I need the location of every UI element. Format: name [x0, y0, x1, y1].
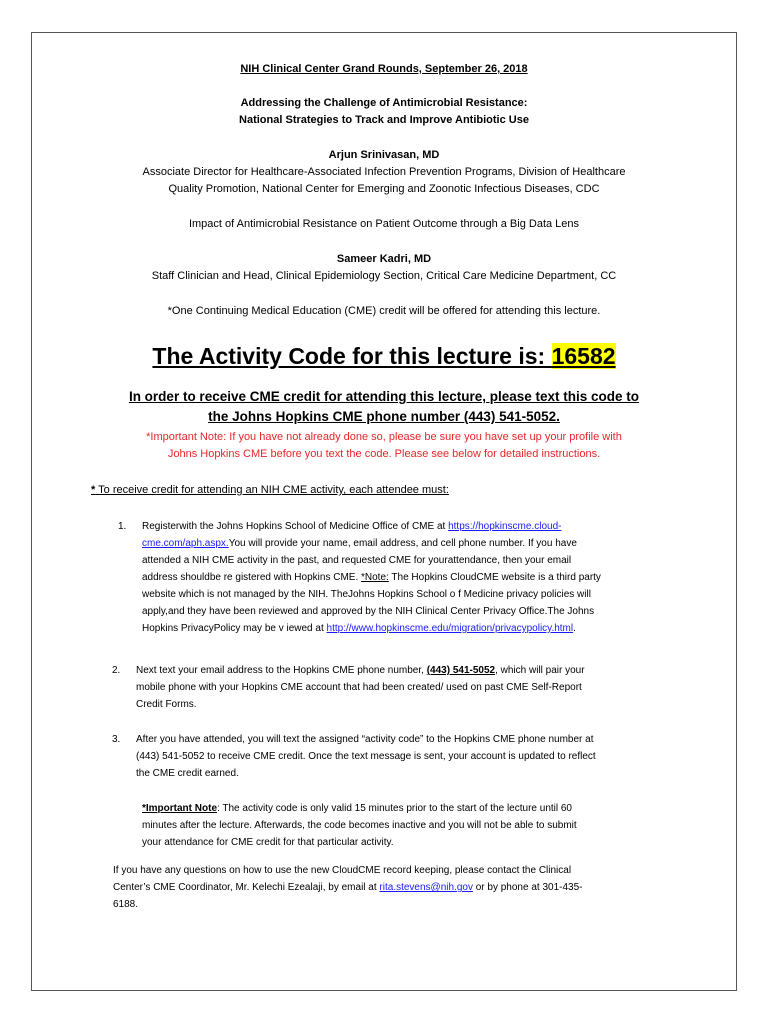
validity-note-label: *Important Note [142, 803, 217, 814]
steps-heading [91, 482, 449, 499]
step1-text: address shouldbe re gistered with Hopkins CME. [142, 572, 361, 583]
step1-line4 [142, 569, 601, 586]
important-note-line1: *Important Note: If you have not already done so, please be sure you have set up your profile with [146, 431, 622, 443]
cloudcme-link[interactable]: https://hopkinscme.cloud- [448, 521, 562, 532]
important-note-line2: Johns Hopkins CME before you text the code. Please see below for detailed instructions. [167, 448, 601, 460]
step3-line1: After you have attended, you will text the assigned “activity code” to the Hopkins CME phone number at [136, 734, 594, 745]
speaker1-name: Arjun Srinivasan, MD [328, 149, 440, 161]
speaker1-role-line1: Associate Director for Healthcare-Associated Infection Prevention Programs, Division of Healthcare [142, 166, 626, 178]
step1-note-label: *Note: [361, 572, 389, 583]
contact-text: or by phone at 301-435- [472, 882, 583, 893]
validity-note-colon: : [217, 803, 220, 814]
lecture-title-line1: Addressing the Challenge of Antimicrobial Resistance: [240, 97, 528, 109]
step1-text: . [573, 623, 576, 634]
contact-text: Center’s CME Coordinator, Mr. Kelechi Ezealaji, by email at [113, 882, 380, 893]
step2-line3: Credit Forms. [136, 699, 197, 710]
step2-text: , which will pair your [495, 665, 585, 676]
step1-text: The Hopkins CloudCME website is a third party [388, 572, 601, 583]
activity-code-value: 16582 [551, 343, 616, 369]
step1-line3: attended a NIH CME activity in the past, and requested CME for yourattendance, then your email [142, 555, 572, 566]
step1-line1 [142, 518, 561, 535]
step2-text: Next text your email address to the Hopkins CME phone number, [136, 665, 427, 676]
step1-line5: website which is not managed by the NIH. TheJohns Hopkins School o f Medicine privacy policies will [142, 589, 591, 600]
activity-code-heading [32, 339, 736, 373]
step2-line2: mobile phone with your Hopkins CME account that had been created/ used on past CME Self-Report [136, 682, 582, 693]
step1-line6: apply,and they have been reviewed and approved by the NIH Clinical Center Privacy Office.The Johns [142, 606, 595, 617]
validity-note-text: The activity code is only valid 15 minutes prior to the start of the lecture until 60 [219, 803, 572, 814]
speaker1-role-line2: Quality Promotion, National Center for Emerging and Zoonotic Infectious Diseases, CDC [168, 183, 600, 195]
steps-heading-star: * [91, 484, 96, 496]
step1-text: Registerwith the Johns Hopkins School of Medicine Office of CME at [142, 521, 449, 532]
privacy-policy-link[interactable]: http://www.hopkinscme.edu/migration/privacypolicy.html [326, 623, 574, 634]
step1-text: Hopkins PrivacyPolicy may be v iewed at [142, 623, 327, 634]
step2-number: 2. [112, 665, 121, 676]
step3-line2: (443) 541-5052 to receive CME credit. Once the text message is sent, your account is updated to reflect [136, 751, 596, 762]
step1-text: You will provide your name, email address, and cell phone number. If you have [228, 538, 577, 549]
steps-heading-text: To receive credit for attending an NIH CME activity, each attendee must: [95, 484, 449, 496]
event-heading: NIH Clinical Center Grand Rounds, September 26, 2018 [240, 63, 528, 75]
document-page [31, 32, 737, 991]
step1-line7 [142, 620, 576, 637]
contact-line2 [113, 879, 582, 896]
step1-number: 1. [118, 521, 127, 532]
step3-line3: the CME credit earned. [136, 768, 239, 779]
step1-line2 [142, 535, 577, 552]
contact-email-link[interactable]: rita.stevens@nih.gov [379, 882, 473, 893]
cloudcme-link-cont[interactable]: cme.com/aph.aspx. [142, 538, 229, 549]
step2-line1 [136, 662, 585, 679]
contact-line3: 6188. [113, 899, 139, 910]
contact-line1: If you have any questions on how to use the new CloudCME record keeping, please contact the Clinical [113, 865, 572, 876]
talk2-title: Impact of Antimicrobial Resistance on Patient Outcome through a Big Data Lens [188, 218, 580, 230]
activity-code-prefix: The Activity Code for this lecture is: [152, 343, 552, 369]
validity-note-line1 [142, 800, 572, 817]
step3-number: 3. [112, 734, 121, 745]
validity-note-line3: your attendance for CME credit for that particular activity. [142, 837, 394, 848]
instruction-line2: the Johns Hopkins CME phone number (443) 541-5052. [208, 409, 560, 424]
cme-phone-number: (443) 541-5052 [426, 665, 496, 676]
validity-note-line2: minutes after the lecture. Afterwards, the code becomes inactive and you will not be able to submit [142, 820, 577, 831]
cme-credit-note: *One Continuing Medical Education (CME) credit will be offered for attending this lecture. [167, 305, 601, 317]
speaker2-name: Sameer Kadri, MD [336, 253, 432, 265]
lecture-title-line2: National Strategies to Track and Improve Antibiotic Use [239, 114, 529, 126]
instruction-line1: In order to receive CME credit for attending this lecture, please text this code to [128, 389, 640, 404]
speaker2-role: Staff Clinician and Head, Clinical Epidemiology Section, Critical Care Medicine Department, CC [151, 270, 617, 282]
